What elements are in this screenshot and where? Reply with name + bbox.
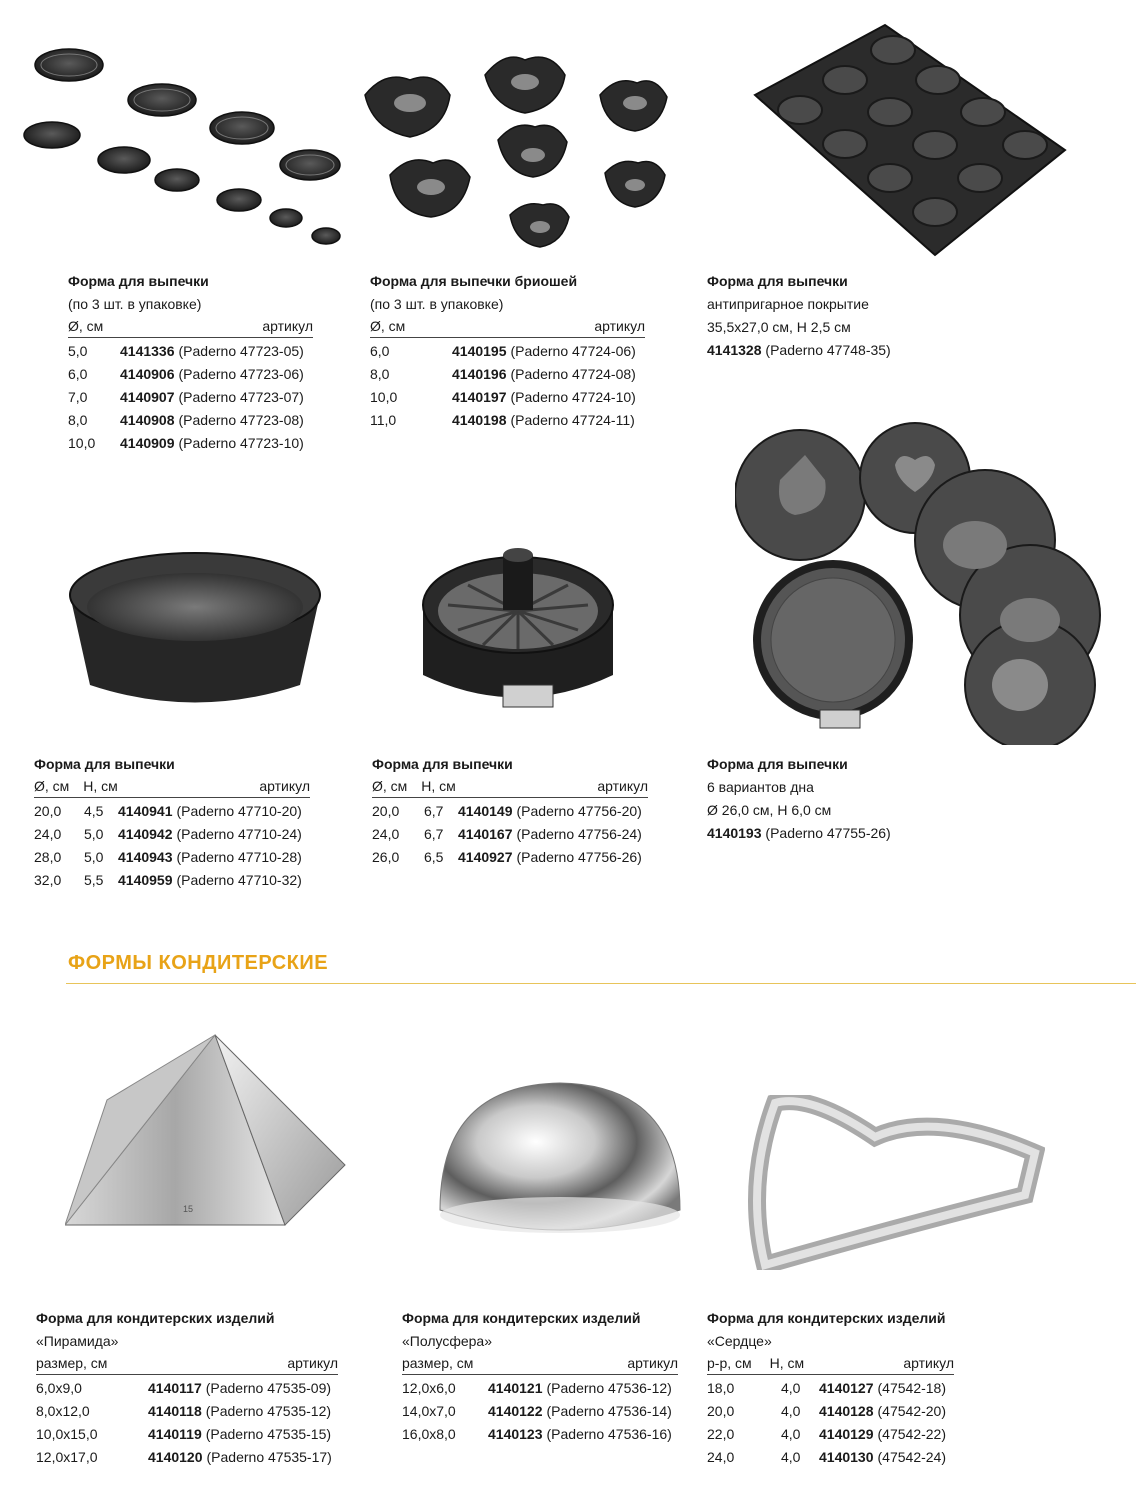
- diameter-cell: 10,0: [370, 389, 398, 405]
- article-code: 4140198: [452, 412, 507, 428]
- diameter-cell: 28,0: [34, 849, 62, 865]
- height-cell: 4,5: [84, 803, 104, 819]
- diameter-cell: 20,0: [34, 803, 62, 819]
- header-diameter: Ø, см: [370, 318, 406, 334]
- product-title: Форма для выпечки: [707, 273, 848, 289]
- article-ref: (Paderno 47723-07): [178, 389, 304, 405]
- table-row: [68, 409, 313, 432]
- table-row: [372, 823, 648, 846]
- diameter-cell: 6,0: [370, 343, 390, 359]
- size-cell: 24,0: [707, 1449, 735, 1465]
- product-info-springform-set: [707, 753, 967, 845]
- product-detail: 6 вариантов дна: [707, 779, 814, 795]
- article-code: 4140127: [819, 1380, 874, 1396]
- product-subtitle: «Сердце»: [707, 1333, 772, 1349]
- table-row: [68, 386, 313, 409]
- height-cell: 6,7: [424, 826, 444, 842]
- header-article: артикул: [287, 1355, 338, 1371]
- table-header: [34, 776, 310, 798]
- table-body: [402, 1377, 678, 1446]
- article-ref: (Paderno 47535-17): [206, 1449, 332, 1465]
- article-code: 4140149: [458, 803, 513, 819]
- article-code: 4141328: [707, 342, 762, 358]
- product-info-tart-tins: [68, 270, 313, 455]
- product-image-muffin-tray: [745, 20, 1075, 260]
- table-row: [370, 409, 645, 432]
- article-ref: (Paderno 47723-10): [178, 435, 304, 451]
- size-cell: 18,0: [707, 1380, 735, 1396]
- table-row: [402, 1377, 678, 1400]
- article-code: 4140117: [148, 1380, 202, 1396]
- article-code: 4140123: [488, 1426, 543, 1442]
- article-ref: (Paderno 47536-16): [546, 1426, 672, 1442]
- table-row: [68, 432, 313, 455]
- size-cell: 12,0x17,0: [36, 1449, 98, 1465]
- article-ref: (Paderno 47535-09): [205, 1380, 332, 1396]
- header-size: размер, см: [402, 1355, 474, 1371]
- article-ref: (Paderno 47724-06): [510, 343, 636, 359]
- article-ref: (Paderno 47755-26): [765, 825, 891, 841]
- table-row: [372, 846, 648, 869]
- article-ref: (Paderno 47756-24): [516, 826, 642, 842]
- size-cell: 14,0x7,0: [402, 1403, 456, 1419]
- article-row: [707, 822, 967, 845]
- product-title: Форма для выпечки: [707, 756, 848, 772]
- product-image-hemisphere: [435, 1075, 685, 1240]
- product-image-ring-springform: [418, 535, 618, 720]
- article-code: 4140959: [118, 872, 173, 888]
- article-code: 4140120: [148, 1449, 203, 1465]
- header-diameter: Ø, см: [34, 778, 70, 794]
- size-mark: 15: [183, 1204, 194, 1214]
- product-info-brioche-tins: [370, 270, 645, 432]
- table-header: [36, 1353, 338, 1375]
- table-header: [370, 316, 645, 338]
- article-code: 4140908: [120, 412, 175, 428]
- product-image-round-pan: [65, 545, 325, 715]
- table-row: [707, 1446, 954, 1469]
- table-row: [707, 1400, 954, 1423]
- article-code: 4141336: [120, 343, 175, 359]
- article-ref: (Paderno 47710-20): [176, 803, 302, 819]
- product-image-springform-set: [735, 420, 1110, 745]
- article-ref: (Paderno 47724-11): [510, 412, 635, 428]
- header-size: размер, см: [36, 1355, 108, 1371]
- product-subtitle: (по 3 шт. в упаковке): [370, 296, 504, 312]
- product-title: Форма для выпечки: [68, 273, 209, 289]
- article-ref: (Paderno 47710-32): [176, 872, 302, 888]
- article-code: 4140118: [148, 1403, 202, 1419]
- diameter-cell: 8,0: [68, 412, 88, 428]
- table-row: [34, 800, 310, 823]
- diameter-cell: 6,0: [68, 366, 88, 382]
- table-body: [36, 1377, 338, 1469]
- height-cell: 6,7: [424, 803, 444, 819]
- article-ref: (Paderno 47724-08): [510, 366, 636, 382]
- size-cell: 16,0x8,0: [402, 1426, 456, 1442]
- table-row: [36, 1400, 338, 1423]
- table-row: [34, 823, 310, 846]
- diameter-cell: 7,0: [68, 389, 88, 405]
- diameter-cell: 10,0: [68, 435, 96, 451]
- diameter-cell: 11,0: [370, 412, 397, 428]
- article-ref: (47542-18): [877, 1380, 947, 1396]
- article-ref: (Paderno 47756-20): [516, 803, 642, 819]
- table-row: [68, 340, 313, 363]
- size-cell: 20,0: [707, 1403, 735, 1419]
- article-code: 4140130: [819, 1449, 874, 1465]
- product-image-tart-tins: [14, 40, 354, 260]
- article-code: 4140943: [118, 849, 173, 865]
- header-article: артикул: [903, 1355, 954, 1371]
- table-header: [707, 1353, 954, 1375]
- article-code: 4140128: [819, 1403, 874, 1419]
- article-code: 4140129: [819, 1426, 874, 1442]
- table-header: [402, 1353, 678, 1375]
- article-code: 4140909: [120, 435, 175, 451]
- article-code: 4140121: [488, 1380, 543, 1396]
- table-row: [34, 869, 310, 892]
- product-dimensions: 35,5x27,0 см, Н 2,5 см: [707, 319, 851, 335]
- table-row: [707, 1377, 954, 1400]
- article-ref: (47542-22): [877, 1426, 947, 1442]
- height-cell: 6,5: [424, 849, 444, 865]
- header-diameter: Ø, см: [372, 778, 408, 794]
- article-ref: (Paderno 47748-35): [765, 342, 891, 358]
- table-header: [372, 776, 648, 798]
- article-code: 4140167: [458, 826, 513, 842]
- size-cell: 6,0x9,0: [36, 1380, 82, 1396]
- article-code: 4140196: [452, 366, 507, 382]
- height-cell: 5,5: [84, 872, 104, 888]
- diameter-cell: 8,0: [370, 366, 390, 382]
- diameter-cell: 32,0: [34, 872, 62, 888]
- height-cell: 4,0: [781, 1426, 801, 1442]
- article-code: 4140907: [120, 389, 175, 405]
- article-code: 4140941: [118, 803, 173, 819]
- product-info-heart-ring: [707, 1307, 954, 1469]
- section-divider: [66, 983, 1136, 984]
- header-article: артикул: [594, 318, 645, 334]
- header-article: артикул: [627, 1355, 678, 1371]
- article-ref: (Paderno 47723-08): [178, 412, 304, 428]
- product-title: Форма для кондитерских изделий: [707, 1310, 946, 1326]
- table-row: [68, 363, 313, 386]
- article-row: [707, 339, 967, 362]
- table-row: [36, 1446, 338, 1469]
- header-article: артикул: [597, 778, 648, 794]
- size-cell: 8,0x12,0: [36, 1403, 90, 1419]
- product-info-hemisphere: [402, 1307, 678, 1446]
- product-title: Форма для выпечки бриошей: [370, 273, 578, 289]
- article-code: 4140927: [458, 849, 513, 865]
- table-body: [707, 1377, 954, 1469]
- header-size: р-р, см: [707, 1355, 752, 1371]
- header-height: Н, см: [83, 778, 118, 794]
- header-height: Н, см: [769, 1355, 805, 1371]
- article-ref: (47542-24): [877, 1449, 947, 1465]
- table-row: [370, 363, 645, 386]
- article-code: 4140197: [452, 389, 507, 405]
- article-code: 4140193: [707, 825, 762, 841]
- article-ref: (Paderno 47536-12): [546, 1380, 672, 1396]
- product-subtitle: (по 3 шт. в упаковке): [68, 296, 202, 312]
- table-row: [36, 1423, 338, 1446]
- height-cell: 4,0: [781, 1449, 801, 1465]
- diameter-cell: 24,0: [372, 826, 400, 842]
- article-ref: (Paderno 47723-06): [178, 366, 304, 382]
- article-ref: (Paderno 47710-24): [176, 826, 302, 842]
- diameter-cell: 26,0: [372, 849, 400, 865]
- header-article: артикул: [259, 778, 310, 794]
- size-cell: 10,0x15,0: [36, 1426, 98, 1442]
- article-ref: (Paderno 47710-28): [176, 849, 302, 865]
- product-info-round-pan: [34, 753, 310, 892]
- article-code: 4140122: [488, 1403, 543, 1419]
- table-row: [707, 1423, 954, 1446]
- product-image-brioche-tins: [355, 45, 685, 270]
- product-info-pyramid: [36, 1307, 338, 1469]
- product-info-ring-springform: [372, 753, 648, 869]
- product-dimensions: Ø 26,0 см, Н 6,0 см: [707, 802, 832, 818]
- article-ref: (Paderno 47756-26): [516, 849, 642, 865]
- product-image-heart-ring: [735, 1095, 1045, 1270]
- article-code: 4140906: [120, 366, 175, 382]
- product-title: Форма для выпечки: [34, 756, 175, 772]
- article-ref: (Paderno 47723-05): [178, 343, 304, 359]
- header-height: Н, см: [421, 778, 456, 794]
- size-cell: 12,0x6,0: [402, 1380, 456, 1396]
- table-row: [34, 846, 310, 869]
- product-info-muffin-tray: [707, 270, 967, 362]
- table-body: [372, 800, 648, 869]
- height-cell: 5,0: [84, 826, 104, 842]
- table-row: [402, 1400, 678, 1423]
- product-detail: антипригарное покрытие: [707, 296, 869, 312]
- product-subtitle: «Пирамида»: [36, 1333, 119, 1349]
- article-ref: (Paderno 47535-15): [205, 1426, 332, 1442]
- table-row: [372, 800, 648, 823]
- article-ref: (47542-20): [877, 1403, 947, 1419]
- height-cell: 5,0: [84, 849, 104, 865]
- article-code: 4140119: [148, 1426, 202, 1442]
- product-subtitle: «Полусфера»: [402, 1333, 493, 1349]
- article-ref: (Paderno 47535-12): [205, 1403, 332, 1419]
- diameter-cell: 24,0: [34, 826, 62, 842]
- product-title: Форма для кондитерских изделий: [36, 1310, 275, 1326]
- height-cell: 4,0: [781, 1403, 801, 1419]
- table-body: [68, 340, 313, 455]
- table-body: [34, 800, 310, 892]
- table-body: [370, 340, 645, 432]
- product-image-pyramid: [65, 1030, 355, 1230]
- section-title: ФОРМЫ КОНДИТЕРСКИЕ: [68, 952, 329, 974]
- header-article: артикул: [262, 318, 313, 334]
- article-code: 4140195: [452, 343, 507, 359]
- article-ref: (Paderno 47536-14): [546, 1403, 672, 1419]
- article-ref: (Paderno 47724-10): [510, 389, 636, 405]
- product-title: Форма для выпечки: [372, 756, 513, 772]
- diameter-cell: 20,0: [372, 803, 400, 819]
- table-row: [370, 386, 645, 409]
- table-row: [36, 1377, 338, 1400]
- height-cell: 4,0: [781, 1380, 801, 1396]
- header-diameter: Ø, см: [68, 318, 104, 334]
- table-header: [68, 316, 313, 338]
- table-row: [370, 340, 645, 363]
- table-row: [402, 1423, 678, 1446]
- diameter-cell: 5,0: [68, 343, 88, 359]
- size-cell: 22,0: [707, 1426, 735, 1442]
- product-title: Форма для кондитерских изделий: [402, 1310, 641, 1326]
- article-code: 4140942: [118, 826, 173, 842]
